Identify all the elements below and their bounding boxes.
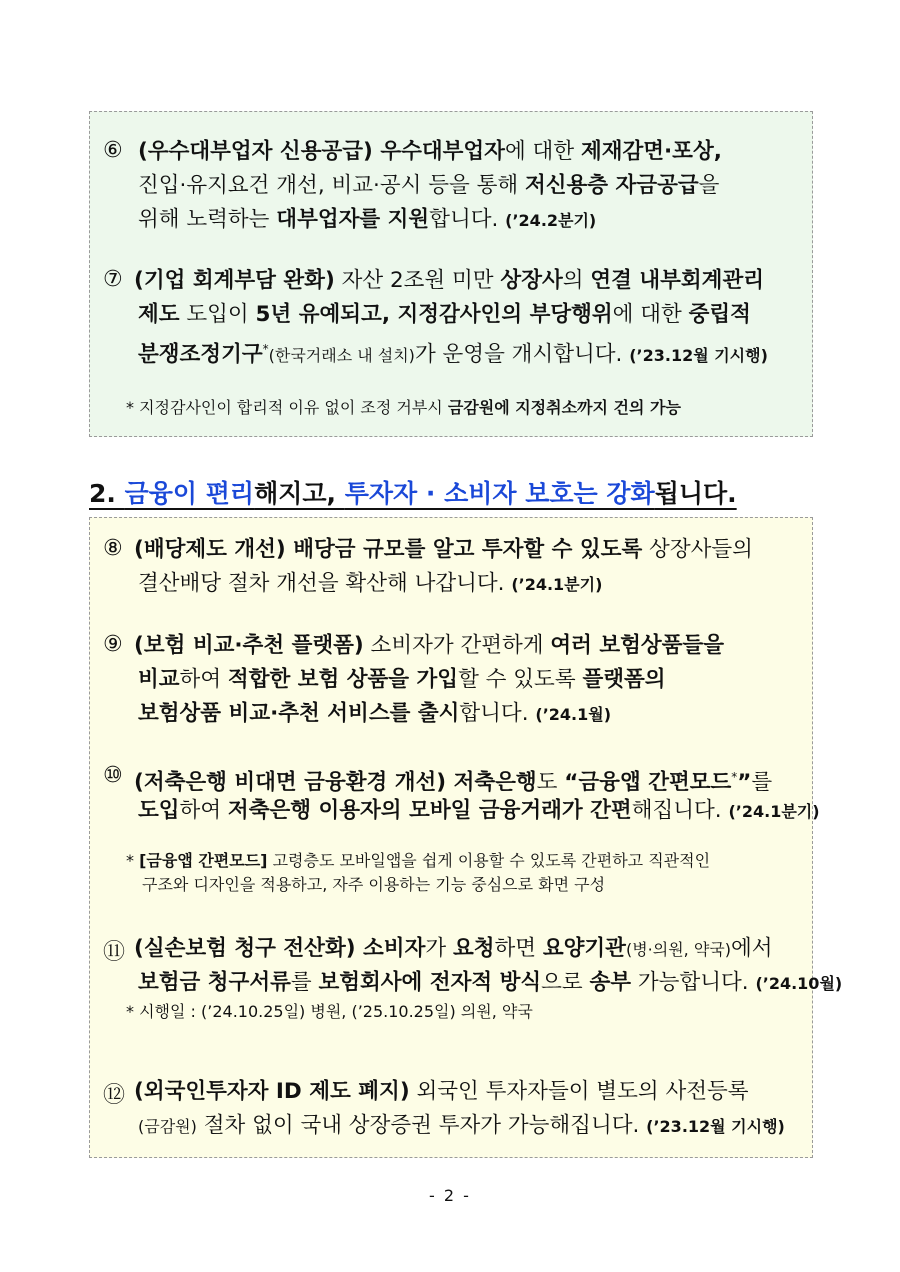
section-heading: 2. 금융이 편리해지고, 투자자 · 소비자 보호는 강화됩니다. bbox=[89, 479, 737, 508]
page-number: - 2 - bbox=[429, 1186, 471, 1205]
item-line: 분쟁조정기구*(한국거래소 내 설치)가 운영을 개시합니다. (’23.12월 기시행) bbox=[138, 342, 768, 368]
item-line: 진입·유지요건 개선, 비교·공시 등을 통해 저신용층 자금공급을 bbox=[138, 173, 720, 198]
footnote: * 시행일 : (’24.10.25일) 병원, (’25.10.25일) 의원, 약국 bbox=[126, 1002, 533, 1021]
item-line: 보험상품 비교·추천 서비스를 출시합니다. (’24.1월) bbox=[138, 701, 612, 726]
item-number: ⑥ bbox=[103, 138, 123, 163]
item-line: (외국인투자자 ID 제도 폐지) 외국인 투자자들이 별도의 사전등록 bbox=[134, 1079, 749, 1104]
item-line: (금감원) 절차 없이 국내 상장증권 투자가 가능해집니다. (’23.12월 기시행) bbox=[138, 1113, 785, 1138]
item-number: ⑨ bbox=[103, 632, 123, 657]
item-line: (실손보험 청구 전산화) 소비자가 요청하면 요양기관(병·의원, 약국)에서 bbox=[134, 936, 773, 961]
item-line: 결산배당 절차 개선을 확산해 나갑니다. (’24.1분기) bbox=[138, 571, 603, 596]
item-line: (보험 비교·추천 플랫폼) 소비자가 간편하게 여러 보험상품들을 bbox=[134, 633, 725, 658]
item-number: ⑧ bbox=[103, 536, 123, 561]
footnote-continued: 구조와 디자인을 적용하고, 자주 이용하는 기능 중심으로 화면 구성 bbox=[142, 875, 606, 894]
footnote: * 지정감사인이 합리적 이유 없이 조정 거부시 금감원에 지정취소까지 건의 가능 bbox=[126, 398, 681, 417]
item-line: 제도 도입이 5년 유예되고, 지정감사인의 부당행위에 대한 중립적 bbox=[138, 302, 751, 327]
footnote: * [금융앱 간편모드] 고령층도 모바일앱을 쉽게 이용할 수 있도록 간편하고 직관적인 bbox=[126, 851, 711, 870]
item-number: ⑪ bbox=[103, 940, 126, 965]
item-line: 위해 노력하는 대부업자를 지원합니다. (’24.2분기) bbox=[138, 207, 597, 232]
item-line: 도입하여 저축은행 이용자의 모바일 금융거래가 간편해집니다. (’24.1분기) bbox=[138, 798, 820, 823]
highlight-box-green bbox=[89, 111, 813, 437]
item-line: (저축은행 비대면 금융환경 개선) 저축은행도 “금융앱 간편모드*”를 bbox=[134, 770, 773, 796]
item-line: 보험금 청구서류를 보험회사에 전자적 방식으로 송부 가능합니다. (’24.10월) bbox=[138, 970, 843, 995]
item-number: ⑫ bbox=[103, 1083, 126, 1108]
item-line: (기업 회계부담 완화) 자산 2조원 미만 상장사의 연결 내부회계관리 bbox=[134, 268, 764, 293]
item-line: (배당제도 개선) 배당금 규모를 알고 투자할 수 있도록 상장사들의 bbox=[134, 537, 753, 562]
item-number: ⑩ bbox=[103, 763, 123, 788]
item-number: ⑦ bbox=[103, 267, 123, 292]
item-line: 비교하여 적합한 보험 상품을 가입할 수 있도록 플랫폼의 bbox=[138, 667, 666, 692]
highlight-box-yellow bbox=[89, 517, 843, 1158]
item-line: (우수대부업자 신용공급) 우수대부업자에 대한 제재감면·포상, bbox=[138, 139, 722, 164]
